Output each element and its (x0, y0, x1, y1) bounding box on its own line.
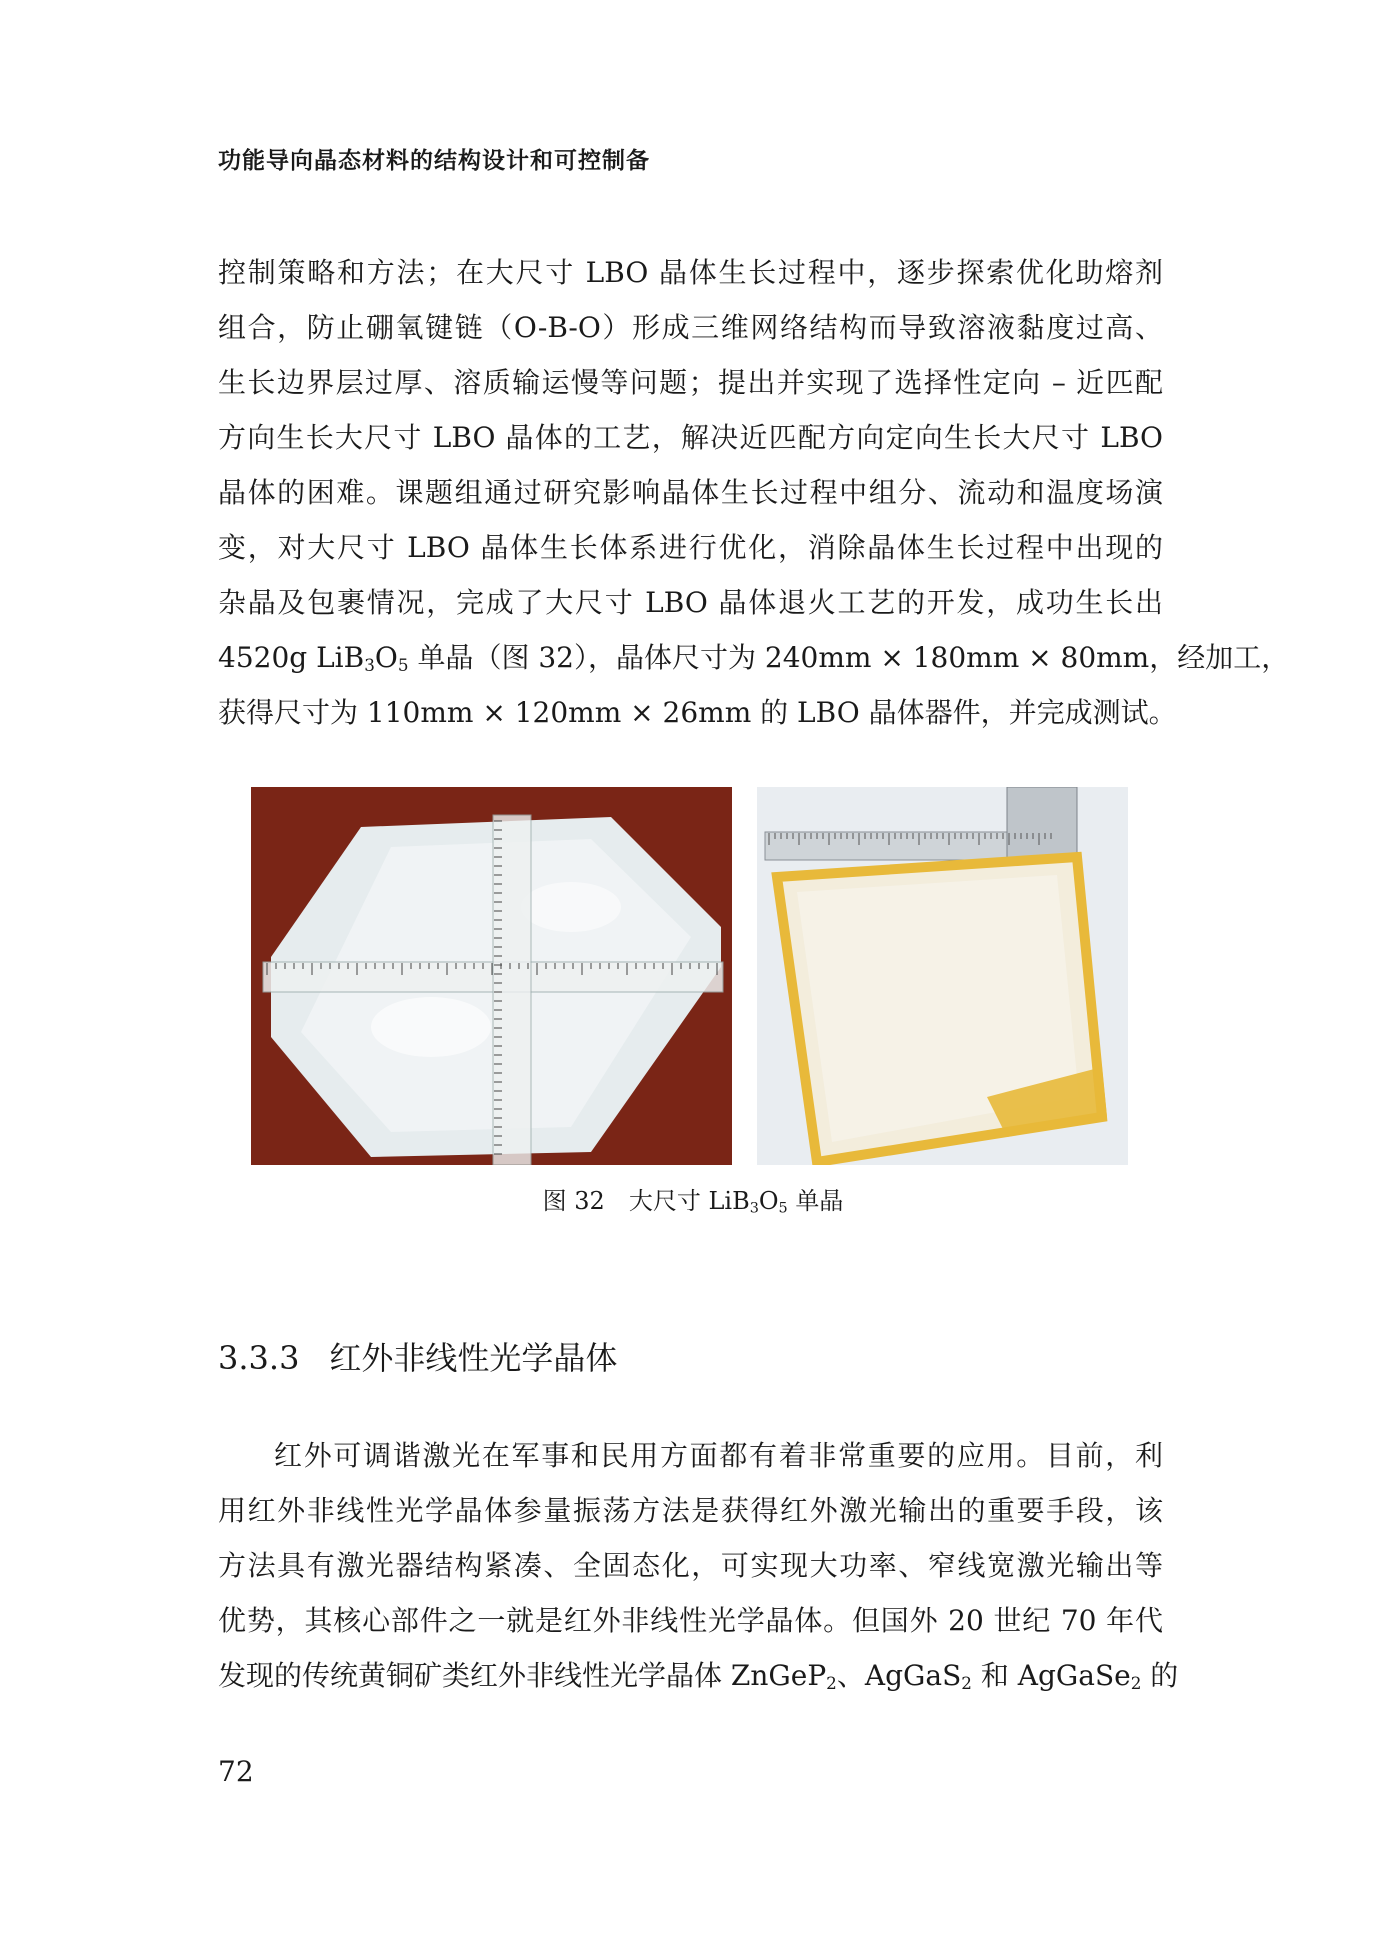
text-run: 、AgGaS (836, 1659, 962, 1692)
section-title: 红外非线性光学晶体 (329, 1339, 618, 1377)
text-line-formula (218, 630, 1290, 685)
body-paragraph-1 (218, 245, 1290, 740)
running-header: 功能导向晶态材料的结构设计和可控制备 (218, 148, 650, 174)
text-line: 变，对大尺寸 LBO 晶体生长体系进行优化，消除晶体生长过程中出现的 (218, 531, 1163, 564)
text-line: 获得尺寸为 110mm × 120mm × 26mm 的 LBO 晶体器件，并完成测试。 (218, 696, 1177, 729)
crystal-illustration-right (757, 787, 1128, 1165)
figure-caption (0, 1181, 1386, 1216)
text-line: 组合，防止硼氧键链（O-B-O）形成三维网络结构而导致溶液黏度过高、 (218, 311, 1163, 344)
text-run: 4520g LiB (218, 641, 365, 674)
text-line: 红外可调谐激光在军事和民用方面都有着非常重要的应用。目前，利 (274, 1439, 1163, 1472)
crystal-illustration-left (251, 787, 732, 1165)
subscript: 5 (397, 655, 409, 676)
text-line-formula (218, 1648, 1179, 1703)
text-run: 单晶（图 32），晶体尺寸为 240mm × 180mm × 80mm，经加工， (408, 641, 1290, 674)
text-run: 和 AgGaSe (971, 1659, 1131, 1692)
crystal-inclusion (521, 882, 621, 932)
text-run: O (374, 641, 398, 674)
body-paragraph-2 (218, 1428, 1179, 1703)
caption-text: 图 32 大尺寸 LiB (542, 1187, 750, 1215)
text-run: 的 (1141, 1659, 1179, 1692)
page-number: 72 (218, 1755, 254, 1788)
text-line: 用红外非线性光学晶体参量振荡方法是获得红外激光输出的重要手段，该 (218, 1494, 1163, 1527)
section-heading (218, 1333, 617, 1379)
text-line: 方向生长大尺寸 LBO 晶体的工艺，解决近匹配方向定向生长大尺寸 LBO (218, 421, 1163, 454)
text-line: 优势，其核心部件之一就是红外非线性光学晶体。但国外 20 世纪 70 年代 (218, 1604, 1163, 1637)
subscript: 3 (749, 1200, 759, 1217)
subscript: 2 (1130, 1673, 1142, 1694)
vertical-ruler (493, 815, 531, 1165)
subscript: 3 (364, 655, 375, 676)
text-line: 控制策略和方法；在大尺寸 LBO 晶体生长过程中，逐步探索优化助熔剂 (218, 256, 1163, 289)
text-line: 生长边界层过厚、溶质输运慢等问题；提出并实现了选择性定向 – 近匹配 (218, 366, 1163, 399)
text-line: 杂晶及包裹情况，完成了大尺寸 LBO 晶体退火工艺的开发，成功生长出 (218, 586, 1163, 619)
subscript: 2 (826, 1673, 837, 1694)
text-line: 方法具有激光器结构紧凑、全固态化，可实现大功率、窄线宽激光输出等 (218, 1549, 1163, 1582)
caption-text: 单晶 (787, 1187, 844, 1215)
subscript: 2 (961, 1673, 972, 1694)
crystal-inclusion (371, 997, 491, 1057)
photo-lbo-device-with-caliper (757, 787, 1128, 1165)
subscript: 5 (778, 1200, 788, 1217)
caption-text: O (758, 1187, 779, 1215)
text-run: 发现的传统黄铜矿类红外非线性光学晶体 ZnGeP (218, 1659, 827, 1692)
photo-lbo-crystal-with-ruler (251, 787, 732, 1165)
text-line: 晶体的困难。课题组通过研究影响晶体生长过程中组分、流动和温度场演 (218, 476, 1163, 509)
section-number: 3.3.3 (218, 1339, 300, 1377)
